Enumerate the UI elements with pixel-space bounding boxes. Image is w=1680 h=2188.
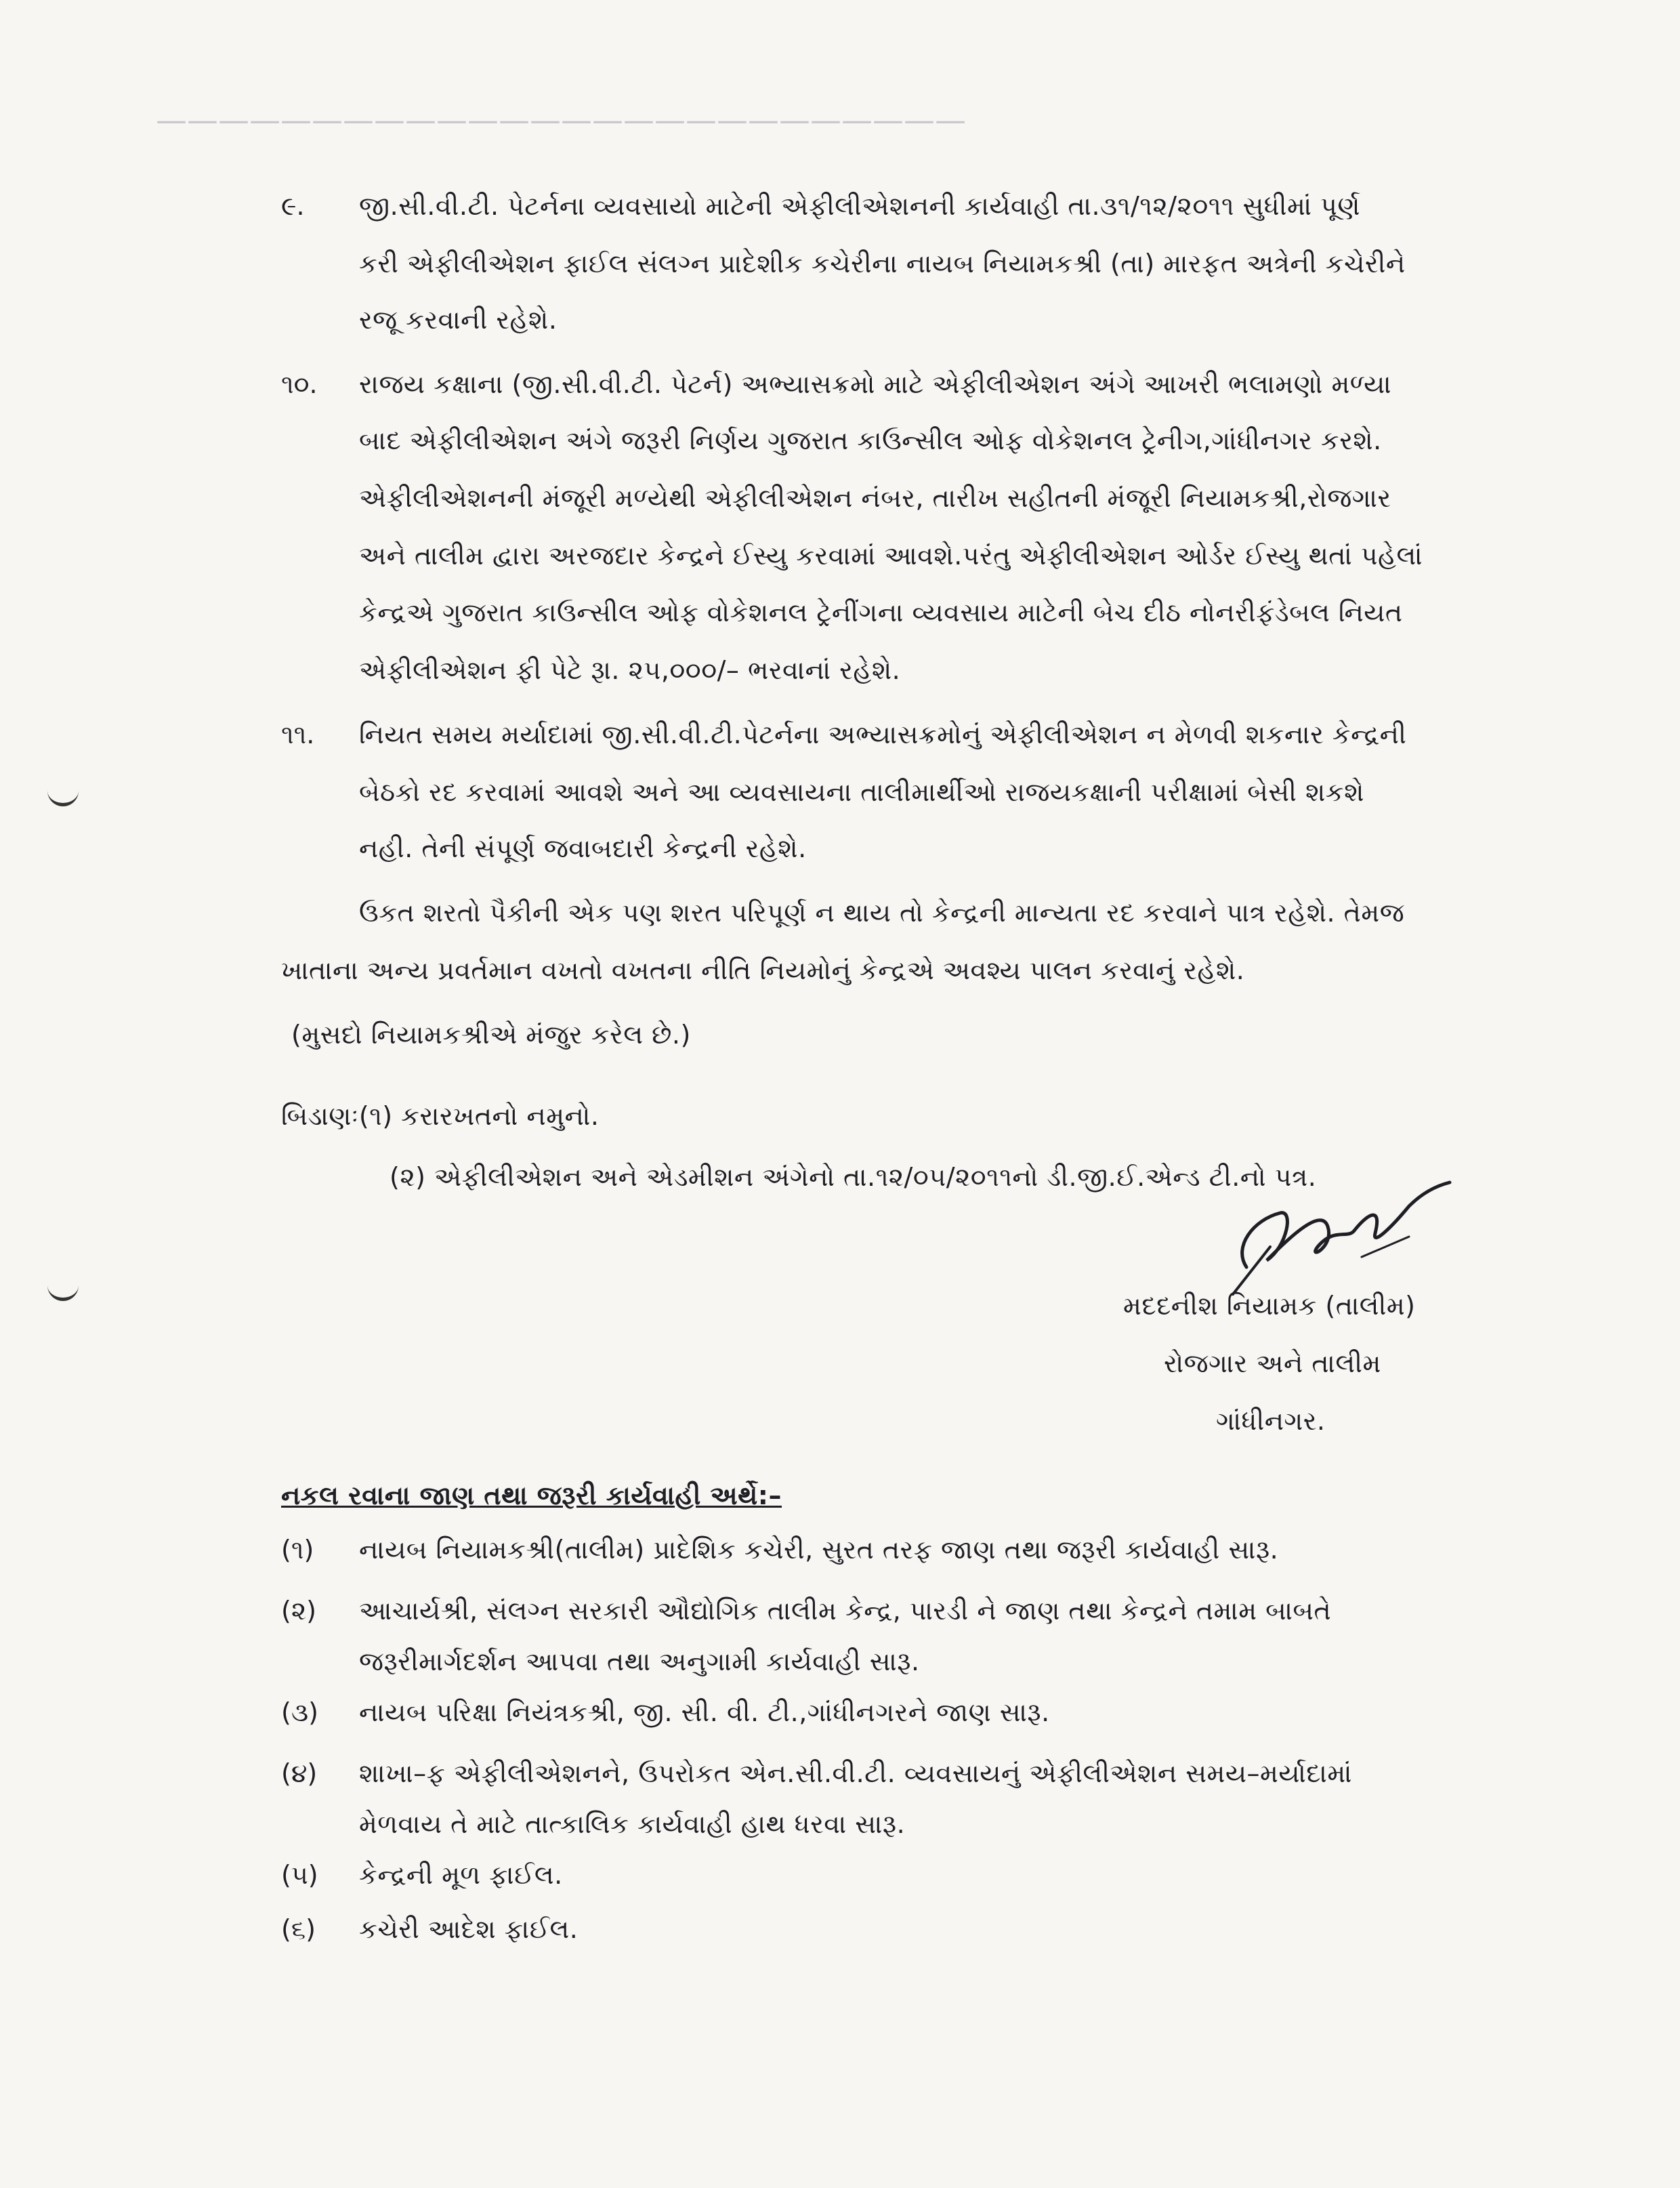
paragraph-9-line: જી.સી.વી.ટી. પેટર્નના વ્યવસાયો માટેની એફીલીએશનની કાર્યવાહી તા.૩૧/૧૨/૨૦૧૧ સુધીમાં પૂર્ણ bbox=[359, 191, 1360, 221]
copy-to-number: (૫) bbox=[281, 1860, 318, 1890]
paragraph-10-line: એફીલીએશનની મંજૂરી મળ્યેથી એફીલીએશન નંબર, તારીખ સહીતની મંજૂરી નિયામકશ્રી,રોજગાર bbox=[359, 483, 1391, 513]
copy-to-number: (૪) bbox=[281, 1758, 318, 1788]
copy-to-heading: નકલ રવાના જાણ તથા જરૂરી કાર્યવાહી અર્થે:– bbox=[281, 1481, 782, 1510]
copy-to-item: નાયબ નિયામકશ્રી(તાલીમ) પ્રાદેશિક કચેરી, સુરત તરફ જાણ તથા જરૂરી કાર્યવાહી સારૂ. bbox=[359, 1535, 1279, 1565]
signatory-location: ગાંધીનગર. bbox=[1216, 1406, 1326, 1436]
paragraph-number: ૯. bbox=[281, 191, 305, 221]
copy-to-number: (૩) bbox=[281, 1697, 318, 1727]
paragraph-9-line: રજૂ કરવાની રહેશે. bbox=[359, 305, 558, 335]
paragraph-10-line: અને તાલીમ દ્વારા અરજદાર કેન્દ્રને ઈસ્યુ કરવામાં આવશે.પરંતુ એફીલીએશન ઓર્ડર ઈસ્યુ થતાં પહેલાં bbox=[359, 541, 1423, 571]
copy-to-number: (૨) bbox=[281, 1596, 316, 1626]
enclosure-label: બિડાણઃ(૧) કરારખતનો નમુનો. bbox=[281, 1101, 600, 1131]
draft-approval-note: (મુસદો નિયામકશ્રીએ મંજુર કરેલ છે.) bbox=[291, 1020, 691, 1050]
paragraph-10-line: કેન્દ્રએ ગુજરાત કાઉન્સીલ ઓફ વોકેશનલ ટ્રેનીંગના વ્યવસાય માટેની બેચ દીઠ નોનરીફંડેબલ નિયત bbox=[359, 598, 1403, 627]
signatory-title: મદદનીશ નિયામક (તાલીમ) bbox=[1123, 1291, 1416, 1321]
copy-to-item: કેન્દ્રની મૂળ ફાઈલ. bbox=[359, 1860, 563, 1890]
enclosure-item: (૨) એફીલીએશન અને એડમીશન અંગેનો તા.૧૨/૦૫/૨૦૧૧નો ડી.જી.ઈ.એન્ડ ટી.નો પત્ર. bbox=[390, 1162, 1317, 1192]
paragraph-10-line: એફીલીએશન ફી પેટે રૂા. ૨૫,૦૦૦/– ભરવાનાં રહેશે. bbox=[359, 655, 901, 685]
punch-hole-mark bbox=[47, 1277, 79, 1301]
bleed-through-decoration: —————————————————————————— bbox=[156, 102, 966, 138]
copy-to-item: મેળવાય તે માટે તાત્કાલિક કાર્યવાહી હાથ ધરવા સારૂ. bbox=[359, 1809, 906, 1839]
paragraph-10-line: રાજય કક્ષાના (જી.સી.વી.ટી. પેટર્ન) અભ્યાસક્રમો માટે એફીલીએશન અંગે આખરી ભલામણો મળ્યા bbox=[359, 369, 1392, 399]
copy-to-item: કચેરી આદેશ ફાઈલ. bbox=[359, 1914, 579, 1944]
copy-to-number: (૬) bbox=[281, 1914, 316, 1944]
handwritten-signature bbox=[1206, 1165, 1463, 1301]
copy-to-number: (૧) bbox=[281, 1535, 314, 1565]
closing-line: ઉકત શરતો પૈકીની એક પણ શરત પરિપૂર્ણ ન થાય તો કેન્દ્રની માન્યતા રદ કરવાને પાત્ર રહેશે. તેમજ bbox=[359, 898, 1405, 928]
closing-line: ખાતાના અન્ય પ્રવર્તમાન વખતો વખતના નીતિ નિયમોનું કેન્દ્રએ અવશ્ય પાલન કરવાનું રહેશે. bbox=[281, 955, 1245, 985]
signatory-department: રોજગાર અને તાલીમ bbox=[1164, 1348, 1381, 1378]
copy-to-item: શાખા–ફ એફીલીએશનને, ઉપરોકત એન.સી.વી.ટી. વ્યવસાયનું એફીલીએશન સમય–મર્યાદામાં bbox=[359, 1758, 1352, 1788]
paragraph-number: ૧૦. bbox=[281, 369, 318, 399]
paragraph-11-line: નિયત સમય મર્યાદામાં જી.સી.વી.ટી.પેટર્નના અભ્યાસક્રમોનું એફીલીએશન ન મેળવી શકનાર કેન્દ્રની bbox=[359, 720, 1407, 749]
paragraph-10-line: બાદ એફીલીએશન અંગે જરૂરી નિર્ણય ગુજરાત કાઉન્સીલ ઓફ વોકેશનલ ટ્રેનીગ,ગાંધીનગર કરશે. bbox=[359, 426, 1382, 455]
copy-to-item: જરૂરીમાર્ગદર્શન આપવા તથા અનુગામી કાર્યવાહી સારૂ. bbox=[359, 1647, 920, 1676]
copy-to-item: નાયબ પરિક્ષા નિયંત્રકશ્રી, જી. સી. વી. ટી.,ગાંધીનગરને જાણ સારૂ. bbox=[359, 1697, 1050, 1727]
paragraph-11-line: નહી. તેની સંપૂર્ણ જવાબદારી કેન્દ્રની રહેશે. bbox=[359, 833, 807, 863]
paragraph-11-line: બેઠકો રદ કરવામાં આવશે અને આ વ્યવસાયના તાલીમાર્થીઓ રાજયકક્ષાની પરીક્ષામાં બેસી શકશે bbox=[359, 777, 1364, 807]
paragraph-number: ૧૧. bbox=[281, 720, 315, 749]
paragraph-9-line: કરી એફીલીએશન ફાઈલ સંલગ્ન પ્રાદેશીક કચેરીના નાયબ નિયામકશ્રી (તા) મારફત અત્રેની કચેરીને bbox=[359, 249, 1406, 278]
punch-hole-mark bbox=[47, 783, 79, 806]
copy-to-item: આચાર્યશ્રી, સંલગ્ન સરકારી ઔદ્યોગિક તાલીમ કેન્દ્ર, પારડી ને જાણ તથા કેન્દ્રને તમામ બાબતે bbox=[359, 1596, 1332, 1626]
